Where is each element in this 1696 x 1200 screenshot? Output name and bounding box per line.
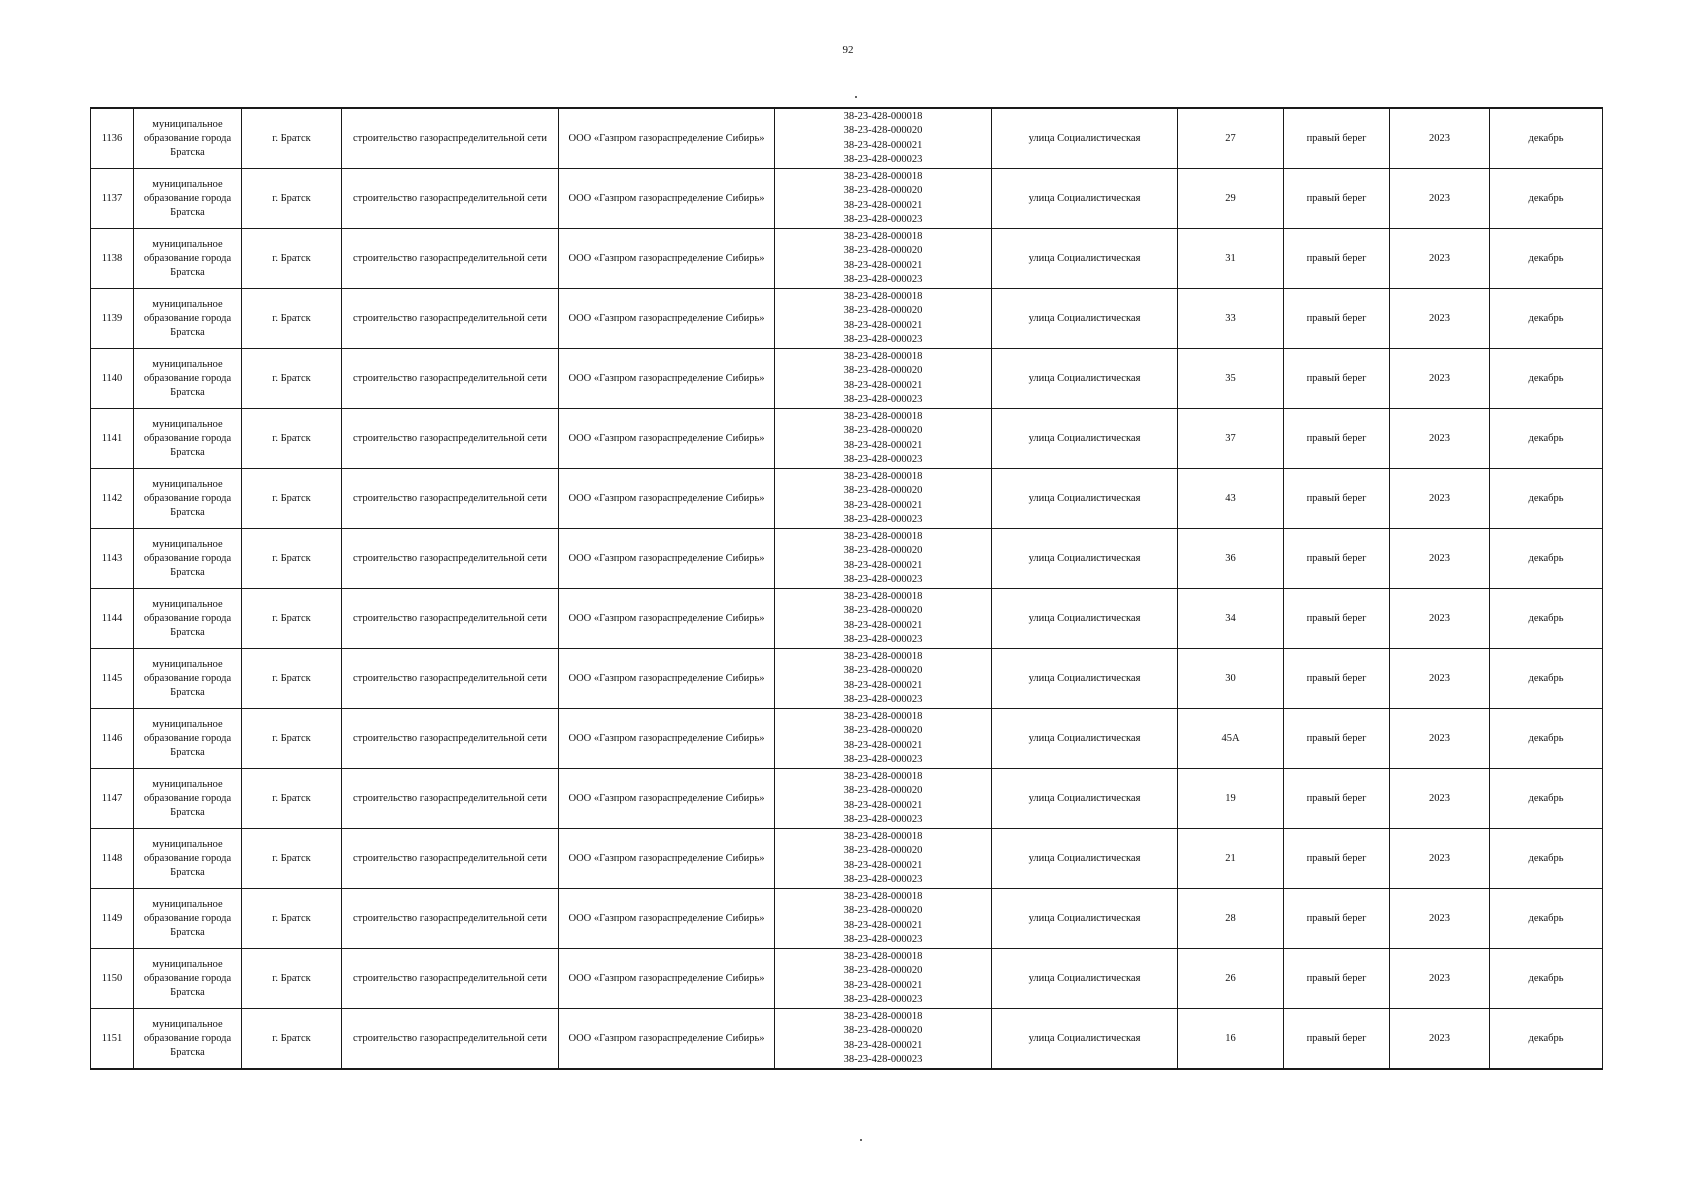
month-cell: декабрь — [1490, 229, 1603, 289]
municipality-cell: муниципальное образование города Братска — [134, 229, 242, 289]
district-cell: правый берег — [1284, 409, 1390, 469]
street-cell: улица Социалистическая — [992, 229, 1178, 289]
cadastral-number: 38-23-428-000018 — [843, 650, 923, 662]
street-cell: улица Социалистическая — [992, 649, 1178, 709]
cadastral-number: 38-23-428-000018 — [843, 110, 923, 122]
cadastral-number: 38-23-428-000018 — [843, 530, 923, 542]
organization-cell: ООО «Газпром газораспределение Сибирь» — [559, 108, 775, 169]
municipality-cell: муниципальное образование города Братска — [134, 169, 242, 229]
cadastral-number: 38-23-428-000020 — [843, 485, 923, 496]
street-cell: улица Социалистическая — [992, 529, 1178, 589]
table-row — [91, 949, 1603, 1009]
cadastral-number: 38-23-428-000021 — [843, 979, 923, 991]
table-row — [91, 169, 1603, 229]
municipality-cell: муниципальное образование города Братска — [134, 469, 242, 529]
city-cell: г. Братск — [242, 289, 342, 349]
street-cell: улица Социалистическая — [992, 169, 1178, 229]
registry-table — [90, 107, 1603, 1070]
work-type-cell: строительство газораспределительной сети — [342, 769, 559, 829]
month-cell: декабрь — [1490, 949, 1603, 1009]
cadastral-number: 38-23-428-000020 — [843, 725, 923, 736]
cadastral-number: 38-23-428-000021 — [843, 679, 923, 691]
district-cell: правый берег — [1284, 169, 1390, 229]
table-row — [91, 349, 1603, 409]
cadastral-number: 38-23-428-000018 — [843, 410, 923, 422]
row-number: 1148 — [91, 829, 134, 889]
row-number: 1138 — [91, 229, 134, 289]
table-row — [91, 829, 1603, 889]
house-number-cell: 31 — [1178, 229, 1284, 289]
cadastral-cell — [775, 469, 992, 529]
cadastral-number: 38-23-428-000020 — [843, 905, 923, 916]
cadastral-number: 38-23-428-000023 — [843, 934, 923, 945]
organization-cell: ООО «Газпром газораспределение Сибирь» — [559, 349, 775, 409]
cadastral-number: 38-23-428-000020 — [843, 185, 923, 196]
cadastral-number: 38-23-428-000023 — [843, 454, 923, 465]
cadastral-number: 38-23-428-000021 — [843, 199, 923, 211]
organization-cell: ООО «Газпром газораспределение Сибирь» — [559, 229, 775, 289]
house-number-cell: 16 — [1178, 1009, 1284, 1070]
street-cell: улица Социалистическая — [992, 1009, 1178, 1070]
work-type-cell: строительство газораспределительной сети — [342, 469, 559, 529]
month-cell: декабрь — [1490, 289, 1603, 349]
organization-cell: ООО «Газпром газораспределение Сибирь» — [559, 949, 775, 1009]
cadastral-cell — [775, 949, 992, 1009]
house-number-cell: 27 — [1178, 108, 1284, 169]
work-type-cell: строительство газораспределительной сети — [342, 889, 559, 949]
cadastral-number: 38-23-428-000021 — [843, 739, 923, 751]
street-cell: улица Социалистическая — [992, 589, 1178, 649]
city-cell: г. Братск — [242, 1009, 342, 1070]
table-row — [91, 289, 1603, 349]
organization-cell: ООО «Газпром газораспределение Сибирь» — [559, 649, 775, 709]
cadastral-cell — [775, 889, 992, 949]
municipality-cell: муниципальное образование города Братска — [134, 349, 242, 409]
house-number-cell: 30 — [1178, 649, 1284, 709]
organization-cell: ООО «Газпром газораспределение Сибирь» — [559, 709, 775, 769]
cadastral-number: 38-23-428-000020 — [843, 1025, 923, 1036]
year-cell: 2023 — [1390, 229, 1490, 289]
house-number-cell: 26 — [1178, 949, 1284, 1009]
table-row — [91, 529, 1603, 589]
row-number: 1146 — [91, 709, 134, 769]
cadastral-number: 38-23-428-000020 — [843, 665, 923, 676]
house-number-cell: 34 — [1178, 589, 1284, 649]
row-number: 1150 — [91, 949, 134, 1009]
month-cell: декабрь — [1490, 769, 1603, 829]
table-row — [91, 709, 1603, 769]
street-cell: улица Социалистическая — [992, 349, 1178, 409]
organization-cell: ООО «Газпром газораспределение Сибирь» — [559, 589, 775, 649]
organization-cell: ООО «Газпром газораспределение Сибирь» — [559, 169, 775, 229]
cadastral-number: 38-23-428-000018 — [843, 890, 923, 902]
cadastral-number: 38-23-428-000018 — [843, 230, 923, 242]
cadastral-number: 38-23-428-000021 — [843, 499, 923, 511]
organization-cell: ООО «Газпром газораспределение Сибирь» — [559, 409, 775, 469]
year-cell: 2023 — [1390, 409, 1490, 469]
work-type-cell: строительство газораспределительной сети — [342, 108, 559, 169]
row-number: 1137 — [91, 169, 134, 229]
month-cell: декабрь — [1490, 169, 1603, 229]
table-row — [91, 409, 1603, 469]
house-number-cell: 45А — [1178, 709, 1284, 769]
organization-cell: ООО «Газпром газораспределение Сибирь» — [559, 889, 775, 949]
city-cell: г. Братск — [242, 949, 342, 1009]
cadastral-number: 38-23-428-000018 — [843, 470, 923, 482]
month-cell: декабрь — [1490, 469, 1603, 529]
city-cell: г. Братск — [242, 769, 342, 829]
row-number: 1149 — [91, 889, 134, 949]
street-cell: улица Социалистическая — [992, 469, 1178, 529]
month-cell: декабрь — [1490, 589, 1603, 649]
year-cell: 2023 — [1390, 709, 1490, 769]
organization-cell: ООО «Газпром газораспределение Сибирь» — [559, 769, 775, 829]
table-row — [91, 229, 1603, 289]
house-number-cell: 33 — [1178, 289, 1284, 349]
work-type-cell: строительство газораспределительной сети — [342, 349, 559, 409]
work-type-cell: строительство газораспределительной сети — [342, 589, 559, 649]
district-cell: правый берег — [1284, 829, 1390, 889]
organization-cell: ООО «Газпром газораспределение Сибирь» — [559, 289, 775, 349]
scan-speck — [855, 96, 857, 98]
cadastral-number: 38-23-428-000018 — [843, 290, 923, 302]
row-number: 1145 — [91, 649, 134, 709]
district-cell: правый берег — [1284, 229, 1390, 289]
cadastral-number: 38-23-428-000020 — [843, 245, 923, 256]
cadastral-number: 38-23-428-000023 — [843, 574, 923, 585]
municipality-cell: муниципальное образование города Братска — [134, 409, 242, 469]
year-cell: 2023 — [1390, 949, 1490, 1009]
house-number-cell: 35 — [1178, 349, 1284, 409]
table-row — [91, 889, 1603, 949]
row-number: 1139 — [91, 289, 134, 349]
page-number: 92 — [842, 44, 854, 56]
month-cell: декабрь — [1490, 649, 1603, 709]
cadastral-number: 38-23-428-000020 — [843, 365, 923, 376]
city-cell: г. Братск — [242, 529, 342, 589]
work-type-cell: строительство газораспределительной сети — [342, 529, 559, 589]
city-cell: г. Братск — [242, 709, 342, 769]
organization-cell: ООО «Газпром газораспределение Сибирь» — [559, 1009, 775, 1070]
row-number: 1151 — [91, 1009, 134, 1070]
organization-cell: ООО «Газпром газораспределение Сибирь» — [559, 829, 775, 889]
city-cell: г. Братск — [242, 349, 342, 409]
district-cell: правый берег — [1284, 769, 1390, 829]
table-row — [91, 769, 1603, 829]
month-cell: декабрь — [1490, 349, 1603, 409]
municipality-cell: муниципальное образование города Братска — [134, 108, 242, 169]
cadastral-number: 38-23-428-000023 — [843, 874, 923, 885]
cadastral-number: 38-23-428-000021 — [843, 559, 923, 571]
street-cell: улица Социалистическая — [992, 769, 1178, 829]
cadastral-number: 38-23-428-000021 — [843, 859, 923, 871]
table-row — [91, 589, 1603, 649]
table-row — [91, 1009, 1603, 1070]
year-cell: 2023 — [1390, 769, 1490, 829]
cadastral-number: 38-23-428-000021 — [843, 919, 923, 931]
cadastral-number: 38-23-428-000021 — [843, 139, 923, 151]
municipality-cell: муниципальное образование города Братска — [134, 769, 242, 829]
row-number: 1136 — [91, 108, 134, 169]
cadastral-number: 38-23-428-000023 — [843, 754, 923, 765]
cadastral-cell — [775, 169, 992, 229]
year-cell: 2023 — [1390, 649, 1490, 709]
month-cell: декабрь — [1490, 709, 1603, 769]
month-cell: декабрь — [1490, 409, 1603, 469]
municipality-cell: муниципальное образование города Братска — [134, 289, 242, 349]
city-cell: г. Братск — [242, 469, 342, 529]
cadastral-number: 38-23-428-000020 — [843, 605, 923, 616]
cadastral-number: 38-23-428-000023 — [843, 634, 923, 645]
district-cell: правый берег — [1284, 1009, 1390, 1070]
month-cell: декабрь — [1490, 889, 1603, 949]
month-cell: декабрь — [1490, 829, 1603, 889]
cadastral-cell — [775, 108, 992, 169]
municipality-cell: муниципальное образование города Братска — [134, 889, 242, 949]
cadastral-number: 38-23-428-000020 — [843, 305, 923, 316]
city-cell: г. Братск — [242, 889, 342, 949]
municipality-cell: муниципальное образование города Братска — [134, 529, 242, 589]
street-cell: улица Социалистическая — [992, 108, 1178, 169]
cadastral-number: 38-23-428-000018 — [843, 770, 923, 782]
district-cell: правый берег — [1284, 529, 1390, 589]
cadastral-number: 38-23-428-000020 — [843, 125, 923, 136]
work-type-cell: строительство газораспределительной сети — [342, 289, 559, 349]
house-number-cell: 43 — [1178, 469, 1284, 529]
row-number: 1141 — [91, 409, 134, 469]
cadastral-number: 38-23-428-000020 — [843, 785, 923, 796]
table-row — [91, 469, 1603, 529]
cadastral-cell — [775, 289, 992, 349]
cadastral-cell — [775, 529, 992, 589]
cadastral-number: 38-23-428-000021 — [843, 439, 923, 451]
city-cell: г. Братск — [242, 409, 342, 469]
work-type-cell: строительство газораспределительной сети — [342, 409, 559, 469]
cadastral-number: 38-23-428-000023 — [843, 1054, 923, 1065]
cadastral-number: 38-23-428-000020 — [843, 425, 923, 436]
registry-body — [91, 108, 1603, 1069]
cadastral-number: 38-23-428-000020 — [843, 845, 923, 856]
municipality-cell: муниципальное образование города Братска — [134, 649, 242, 709]
cadastral-number: 38-23-428-000023 — [843, 274, 923, 285]
work-type-cell: строительство газораспределительной сети — [342, 949, 559, 1009]
municipality-cell: муниципальное образование города Братска — [134, 1009, 242, 1070]
cadastral-number: 38-23-428-000023 — [843, 694, 923, 705]
city-cell: г. Братск — [242, 169, 342, 229]
street-cell: улица Социалистическая — [992, 829, 1178, 889]
district-cell: правый берег — [1284, 889, 1390, 949]
year-cell: 2023 — [1390, 349, 1490, 409]
work-type-cell: строительство газораспределительной сети — [342, 229, 559, 289]
organization-cell: ООО «Газпром газораспределение Сибирь» — [559, 529, 775, 589]
row-number: 1147 — [91, 769, 134, 829]
month-cell: декабрь — [1490, 108, 1603, 169]
city-cell: г. Братск — [242, 108, 342, 169]
house-number-cell: 36 — [1178, 529, 1284, 589]
cadastral-number: 38-23-428-000023 — [843, 394, 923, 405]
cadastral-cell — [775, 589, 992, 649]
year-cell: 2023 — [1390, 108, 1490, 169]
year-cell: 2023 — [1390, 289, 1490, 349]
cadastral-number: 38-23-428-000021 — [843, 1039, 923, 1051]
organization-cell: ООО «Газпром газораспределение Сибирь» — [559, 469, 775, 529]
house-number-cell: 19 — [1178, 769, 1284, 829]
table-row — [91, 108, 1603, 169]
row-number: 1140 — [91, 349, 134, 409]
street-cell: улица Социалистическая — [992, 949, 1178, 1009]
house-number-cell: 21 — [1178, 829, 1284, 889]
district-cell: правый берег — [1284, 949, 1390, 1009]
work-type-cell: строительство газораспределительной сети — [342, 649, 559, 709]
street-cell: улица Социалистическая — [992, 709, 1178, 769]
cadastral-number: 38-23-428-000023 — [843, 814, 923, 825]
house-number-cell: 29 — [1178, 169, 1284, 229]
year-cell: 2023 — [1390, 469, 1490, 529]
cadastral-number: 38-23-428-000018 — [843, 950, 923, 962]
work-type-cell: строительство газораспределительной сети — [342, 169, 559, 229]
city-cell: г. Братск — [242, 229, 342, 289]
district-cell: правый берег — [1284, 349, 1390, 409]
cadastral-number: 38-23-428-000023 — [843, 214, 923, 225]
cadastral-number: 38-23-428-000020 — [843, 545, 923, 556]
cadastral-cell — [775, 409, 992, 469]
cadastral-number: 38-23-428-000023 — [843, 154, 923, 165]
cadastral-number: 38-23-428-000018 — [843, 350, 923, 362]
district-cell: правый берег — [1284, 589, 1390, 649]
city-cell: г. Братск — [242, 829, 342, 889]
house-number-cell: 37 — [1178, 409, 1284, 469]
table-row — [91, 649, 1603, 709]
city-cell: г. Братск — [242, 649, 342, 709]
cadastral-number: 38-23-428-000018 — [843, 1010, 923, 1022]
cadastral-number: 38-23-428-000018 — [843, 170, 923, 182]
cadastral-cell — [775, 709, 992, 769]
cadastral-cell — [775, 1009, 992, 1070]
cadastral-number: 38-23-428-000023 — [843, 514, 923, 525]
street-cell: улица Социалистическая — [992, 289, 1178, 349]
district-cell: правый берег — [1284, 108, 1390, 169]
year-cell: 2023 — [1390, 169, 1490, 229]
city-cell: г. Братск — [242, 589, 342, 649]
street-cell: улица Социалистическая — [992, 889, 1178, 949]
district-cell: правый берег — [1284, 289, 1390, 349]
row-number: 1142 — [91, 469, 134, 529]
cadastral-cell — [775, 829, 992, 889]
municipality-cell: муниципальное образование города Братска — [134, 829, 242, 889]
cadastral-number: 38-23-428-000018 — [843, 590, 923, 602]
year-cell: 2023 — [1390, 889, 1490, 949]
row-number: 1143 — [91, 529, 134, 589]
cadastral-cell — [775, 769, 992, 829]
district-cell: правый берег — [1284, 649, 1390, 709]
scan-speck — [860, 1139, 862, 1141]
cadastral-number: 38-23-428-000021 — [843, 619, 923, 631]
district-cell: правый берег — [1284, 709, 1390, 769]
row-number: 1144 — [91, 589, 134, 649]
district-cell: правый берег — [1284, 469, 1390, 529]
municipality-cell: муниципальное образование города Братска — [134, 949, 242, 1009]
cadastral-number: 38-23-428-000023 — [843, 994, 923, 1005]
cadastral-number: 38-23-428-000023 — [843, 334, 923, 345]
cadastral-cell — [775, 649, 992, 709]
cadastral-cell — [775, 349, 992, 409]
cadastral-number: 38-23-428-000018 — [843, 710, 923, 722]
month-cell: декабрь — [1490, 529, 1603, 589]
house-number-cell: 28 — [1178, 889, 1284, 949]
work-type-cell: строительство газораспределительной сети — [342, 1009, 559, 1070]
cadastral-number: 38-23-428-000020 — [843, 965, 923, 976]
year-cell: 2023 — [1390, 529, 1490, 589]
year-cell: 2023 — [1390, 1009, 1490, 1070]
cadastral-number: 38-23-428-000018 — [843, 830, 923, 842]
year-cell: 2023 — [1390, 589, 1490, 649]
month-cell: декабрь — [1490, 1009, 1603, 1070]
cadastral-number: 38-23-428-000021 — [843, 379, 923, 391]
street-cell: улица Социалистическая — [992, 409, 1178, 469]
cadastral-number: 38-23-428-000021 — [843, 259, 923, 271]
cadastral-number: 38-23-428-000021 — [843, 799, 923, 811]
work-type-cell: строительство газораспределительной сети — [342, 829, 559, 889]
cadastral-cell — [775, 229, 992, 289]
work-type-cell: строительство газораспределительной сети — [342, 709, 559, 769]
municipality-cell: муниципальное образование города Братска — [134, 709, 242, 769]
municipality-cell: муниципальное образование города Братска — [134, 589, 242, 649]
year-cell: 2023 — [1390, 829, 1490, 889]
cadastral-number: 38-23-428-000021 — [843, 319, 923, 331]
